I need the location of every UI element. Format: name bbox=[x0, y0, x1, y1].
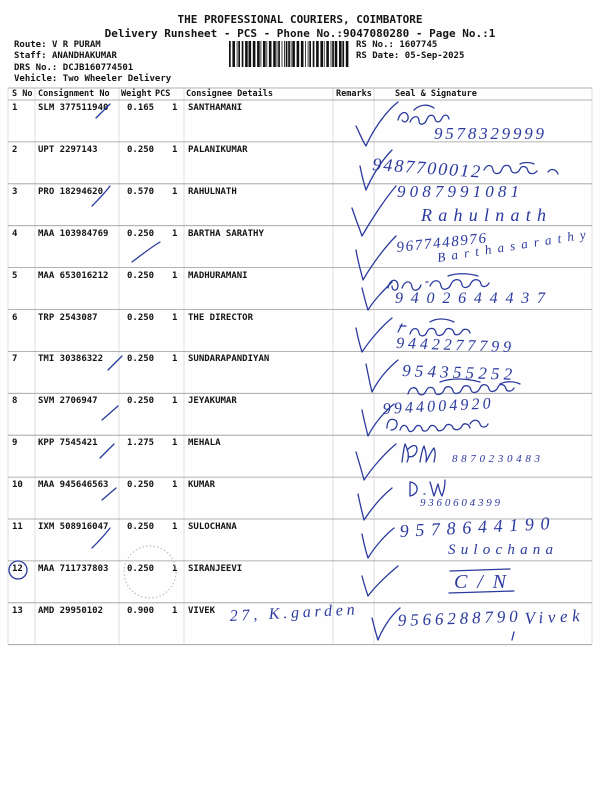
table-row bbox=[0, 310, 600, 352]
table-row bbox=[0, 184, 600, 226]
barcode-bar bbox=[292, 41, 295, 67]
sno-cell: 1 bbox=[12, 103, 18, 113]
handwritten-phone: 9402644437 bbox=[395, 290, 545, 307]
consignee-cell: SIRANJEEVI bbox=[188, 563, 243, 574]
handwritten-phone: 9944004920 bbox=[382, 395, 492, 418]
handwritten-phone: 9578644190 bbox=[399, 513, 551, 541]
barcode-bar bbox=[301, 41, 304, 67]
consignment-no-cell: UPT 2297143 bbox=[38, 144, 98, 155]
barcode-bar bbox=[282, 41, 283, 67]
weight-cell: 0.570 bbox=[127, 186, 155, 197]
rs-no-line bbox=[356, 40, 437, 51]
consignment-no-cell: AMD 29950102 bbox=[38, 605, 104, 616]
consignment-no-cell: IXM 508916047 bbox=[38, 522, 109, 532]
pcs-cell: 1 bbox=[172, 144, 178, 155]
company-name: THE PROFESSIONAL COURIERS, COIMBATORE bbox=[177, 13, 423, 26]
table-row bbox=[0, 100, 600, 142]
weight-cell: 0.250 bbox=[127, 480, 155, 491]
barcode-bar bbox=[257, 41, 260, 67]
consignment-no-cell: PRO 18294620 bbox=[38, 186, 104, 197]
sno-cell: 5 bbox=[12, 270, 18, 281]
handwritten-phone: 9487700012 bbox=[371, 154, 481, 182]
consignment-no-cell: TRP 2543087 bbox=[38, 312, 98, 323]
pcs-cell: 1 bbox=[172, 480, 178, 491]
consignee-cell: KUMAR bbox=[188, 480, 216, 491]
weight-cell: 1.275 bbox=[127, 438, 155, 449]
col-header-pcs: PCS bbox=[155, 89, 171, 99]
route-line bbox=[14, 40, 101, 51]
weight-cell: 0.250 bbox=[127, 270, 155, 281]
table-row bbox=[0, 519, 600, 561]
pcs-cell: 1 bbox=[172, 605, 178, 616]
sno-cell: 3 bbox=[12, 186, 18, 197]
vehicle-label: Vehicle: bbox=[14, 74, 58, 84]
barcode-bar bbox=[313, 41, 315, 67]
consignee-cell: SANTHAMANI bbox=[188, 103, 243, 113]
pcs-cell: 1 bbox=[172, 522, 178, 532]
weight-cell: 0.250 bbox=[127, 396, 155, 407]
handwritten-cn-note: C/N bbox=[454, 571, 506, 593]
staff-label: Staff: bbox=[14, 51, 47, 61]
barcode-bar bbox=[324, 41, 325, 67]
barcode-bar bbox=[305, 41, 306, 67]
consignment-no-cell: TMI 30386322 bbox=[38, 354, 104, 365]
sno-cell: 2 bbox=[12, 144, 18, 155]
barcode bbox=[228, 41, 352, 67]
runsheet-title: Delivery Runsheet - PCS - Phone No.:9047080280 - Page No.:1 bbox=[104, 27, 496, 40]
table-row bbox=[0, 393, 600, 435]
staff-line bbox=[14, 51, 117, 62]
drs-line bbox=[14, 63, 133, 74]
handwritten-remarks: 27, K.garden bbox=[229, 601, 356, 625]
drs-value: DCJB160774501 bbox=[62, 63, 134, 73]
barcode-bar bbox=[237, 41, 238, 67]
weight-cell: 0.165 bbox=[127, 103, 155, 113]
pcs-cell: 1 bbox=[172, 186, 178, 197]
pcs-cell: 1 bbox=[172, 438, 178, 449]
table-row bbox=[0, 477, 600, 519]
handwritten-phone: 8870230483 bbox=[452, 453, 540, 465]
consignee-cell: MEHALA bbox=[188, 438, 221, 449]
barcode-bar bbox=[332, 41, 334, 67]
consignment-no-cell: SLM 377511940 bbox=[38, 103, 109, 113]
route-value: V R PURAM bbox=[51, 40, 101, 50]
handwritten-phone: 9360604399 bbox=[420, 497, 500, 509]
barcode-bar bbox=[309, 41, 311, 67]
consignee-cell: SUNDARAPANDIYAN bbox=[188, 354, 270, 365]
consignment-no-cell: KPP 7545421 bbox=[38, 438, 98, 449]
consignee-cell: BARTHA SARATHY bbox=[188, 228, 264, 239]
weight-cell: 0.250 bbox=[127, 228, 155, 239]
consignee-cell: PALANIKUMAR bbox=[188, 144, 248, 155]
barcode-bar bbox=[249, 41, 252, 67]
barcode-bar bbox=[316, 41, 319, 67]
consignee-cell: THE DIRECTOR bbox=[188, 312, 254, 323]
sno-cell: 12 bbox=[12, 563, 23, 574]
pcs-cell: 1 bbox=[172, 354, 178, 365]
col-header-remarks: Remarks bbox=[336, 89, 372, 99]
weight-cell: 0.250 bbox=[127, 563, 155, 574]
table-row bbox=[0, 435, 600, 477]
pcs-cell: 1 bbox=[172, 103, 178, 113]
col-header-sno: S No bbox=[12, 89, 33, 99]
rs-date-line bbox=[356, 51, 464, 62]
weight-cell: 0.250 bbox=[127, 144, 155, 155]
handwritten-name: Vivek bbox=[524, 606, 581, 628]
consignee-cell: VIVEK bbox=[188, 605, 216, 616]
pcs-cell: 1 bbox=[172, 228, 178, 239]
barcode-bar bbox=[242, 41, 244, 67]
handwritten-phone: 9087991081 bbox=[397, 182, 519, 201]
weight-cell: 0.250 bbox=[127, 354, 155, 365]
col-header-consignment: Consignment No bbox=[38, 89, 110, 99]
rs-no-value: 1607745 bbox=[399, 40, 438, 50]
pcs-cell: 1 bbox=[172, 312, 178, 323]
barcode-bar bbox=[263, 41, 266, 67]
table-row bbox=[0, 351, 600, 393]
barcode-bar bbox=[326, 41, 329, 67]
barcode-bar bbox=[269, 41, 272, 67]
consignment-no-cell: MAA 103984769 bbox=[38, 228, 109, 239]
handwritten-name: Rahulnath bbox=[421, 205, 546, 225]
rs-no-label: RS No.: bbox=[356, 40, 394, 50]
staff-value: ANANDHAKUMAR bbox=[51, 51, 117, 61]
sno-cell: 9 bbox=[12, 438, 18, 449]
consignment-no-cell: MAA 945646563 bbox=[38, 480, 109, 491]
barcode-bar bbox=[335, 41, 338, 67]
consignee-cell: SULOCHANA bbox=[188, 522, 237, 532]
barcode-bar bbox=[320, 41, 323, 67]
table-row bbox=[0, 603, 600, 645]
barcode-bar bbox=[291, 41, 292, 67]
pcs-cell: 1 bbox=[172, 563, 178, 574]
sno-cell: 10 bbox=[12, 480, 23, 491]
barcode-bar bbox=[339, 41, 342, 67]
pcs-cell: 1 bbox=[172, 396, 178, 407]
barcode-bar bbox=[273, 41, 276, 67]
barcode-bar bbox=[331, 41, 332, 67]
handwritten-phone: 9442277799 bbox=[395, 335, 512, 357]
barcode-bar bbox=[284, 41, 285, 67]
barcode-bar bbox=[266, 41, 267, 67]
sno-cell: 7 bbox=[12, 354, 18, 365]
handwritten-phone: 9566288790 bbox=[397, 606, 519, 630]
pcs-cell: 1 bbox=[172, 270, 178, 281]
barcode-bar bbox=[308, 41, 309, 67]
barcode-bar bbox=[229, 41, 231, 67]
barcode-bar bbox=[288, 41, 290, 67]
consignment-no-cell: SVM 2706947 bbox=[38, 396, 98, 407]
handwritten-phone: 9578329999 bbox=[434, 124, 544, 143]
col-header-weight: Weight bbox=[121, 89, 152, 99]
consignment-no-cell: MAA 711737803 bbox=[38, 563, 109, 574]
vehicle-line bbox=[14, 74, 171, 85]
barcode-bar bbox=[261, 41, 262, 67]
rs-date-value: 05-Sep-2025 bbox=[404, 51, 465, 61]
table-row bbox=[0, 142, 600, 184]
barcode-bar bbox=[238, 41, 240, 67]
barcode-bar bbox=[342, 41, 344, 67]
barcode-bar bbox=[278, 41, 280, 67]
table-row bbox=[0, 268, 600, 310]
route-label: Route: bbox=[14, 40, 47, 50]
handwritten-name: Barthasarathy bbox=[436, 226, 587, 265]
barcode-bar bbox=[297, 41, 300, 67]
drs-label: DRS No.: bbox=[14, 63, 58, 73]
handwritten-phone: 9677448976 bbox=[395, 230, 487, 256]
table-row bbox=[0, 561, 600, 603]
consignee-cell: RAHULNATH bbox=[188, 186, 237, 197]
col-header-consignee: Consignee Details bbox=[186, 89, 273, 99]
weight-cell: 0.250 bbox=[127, 522, 155, 532]
weight-cell: 0.250 bbox=[127, 312, 155, 323]
rs-date-label: RS Date: bbox=[356, 51, 400, 61]
barcode-bar bbox=[245, 41, 248, 67]
sno-cell: 4 bbox=[12, 228, 18, 239]
barcode-bar bbox=[232, 41, 235, 67]
sno-cell: 6 bbox=[12, 312, 18, 323]
vehicle-value: Two Wheeler Delivery bbox=[62, 74, 172, 84]
handwritten-name: Sulochana bbox=[448, 542, 553, 558]
col-header-signature: Seal & Signature bbox=[395, 89, 477, 99]
consignee-cell: MADHURAMANI bbox=[188, 270, 248, 281]
barcode-bar bbox=[253, 41, 256, 67]
barcode-bar bbox=[346, 41, 349, 67]
consignee-cell: JEYAKUMAR bbox=[188, 396, 237, 407]
handwritten-phone: 954355252 bbox=[401, 361, 513, 384]
weight-cell: 0.900 bbox=[127, 605, 155, 616]
sno-cell: 13 bbox=[12, 605, 23, 616]
barcode-bar bbox=[286, 41, 288, 67]
barcode-bar bbox=[277, 41, 278, 67]
consignment-no-cell: MAA 653016212 bbox=[38, 270, 109, 281]
table-row bbox=[0, 226, 600, 268]
sno-cell: 8 bbox=[12, 396, 18, 407]
sno-cell: 11 bbox=[12, 522, 23, 532]
